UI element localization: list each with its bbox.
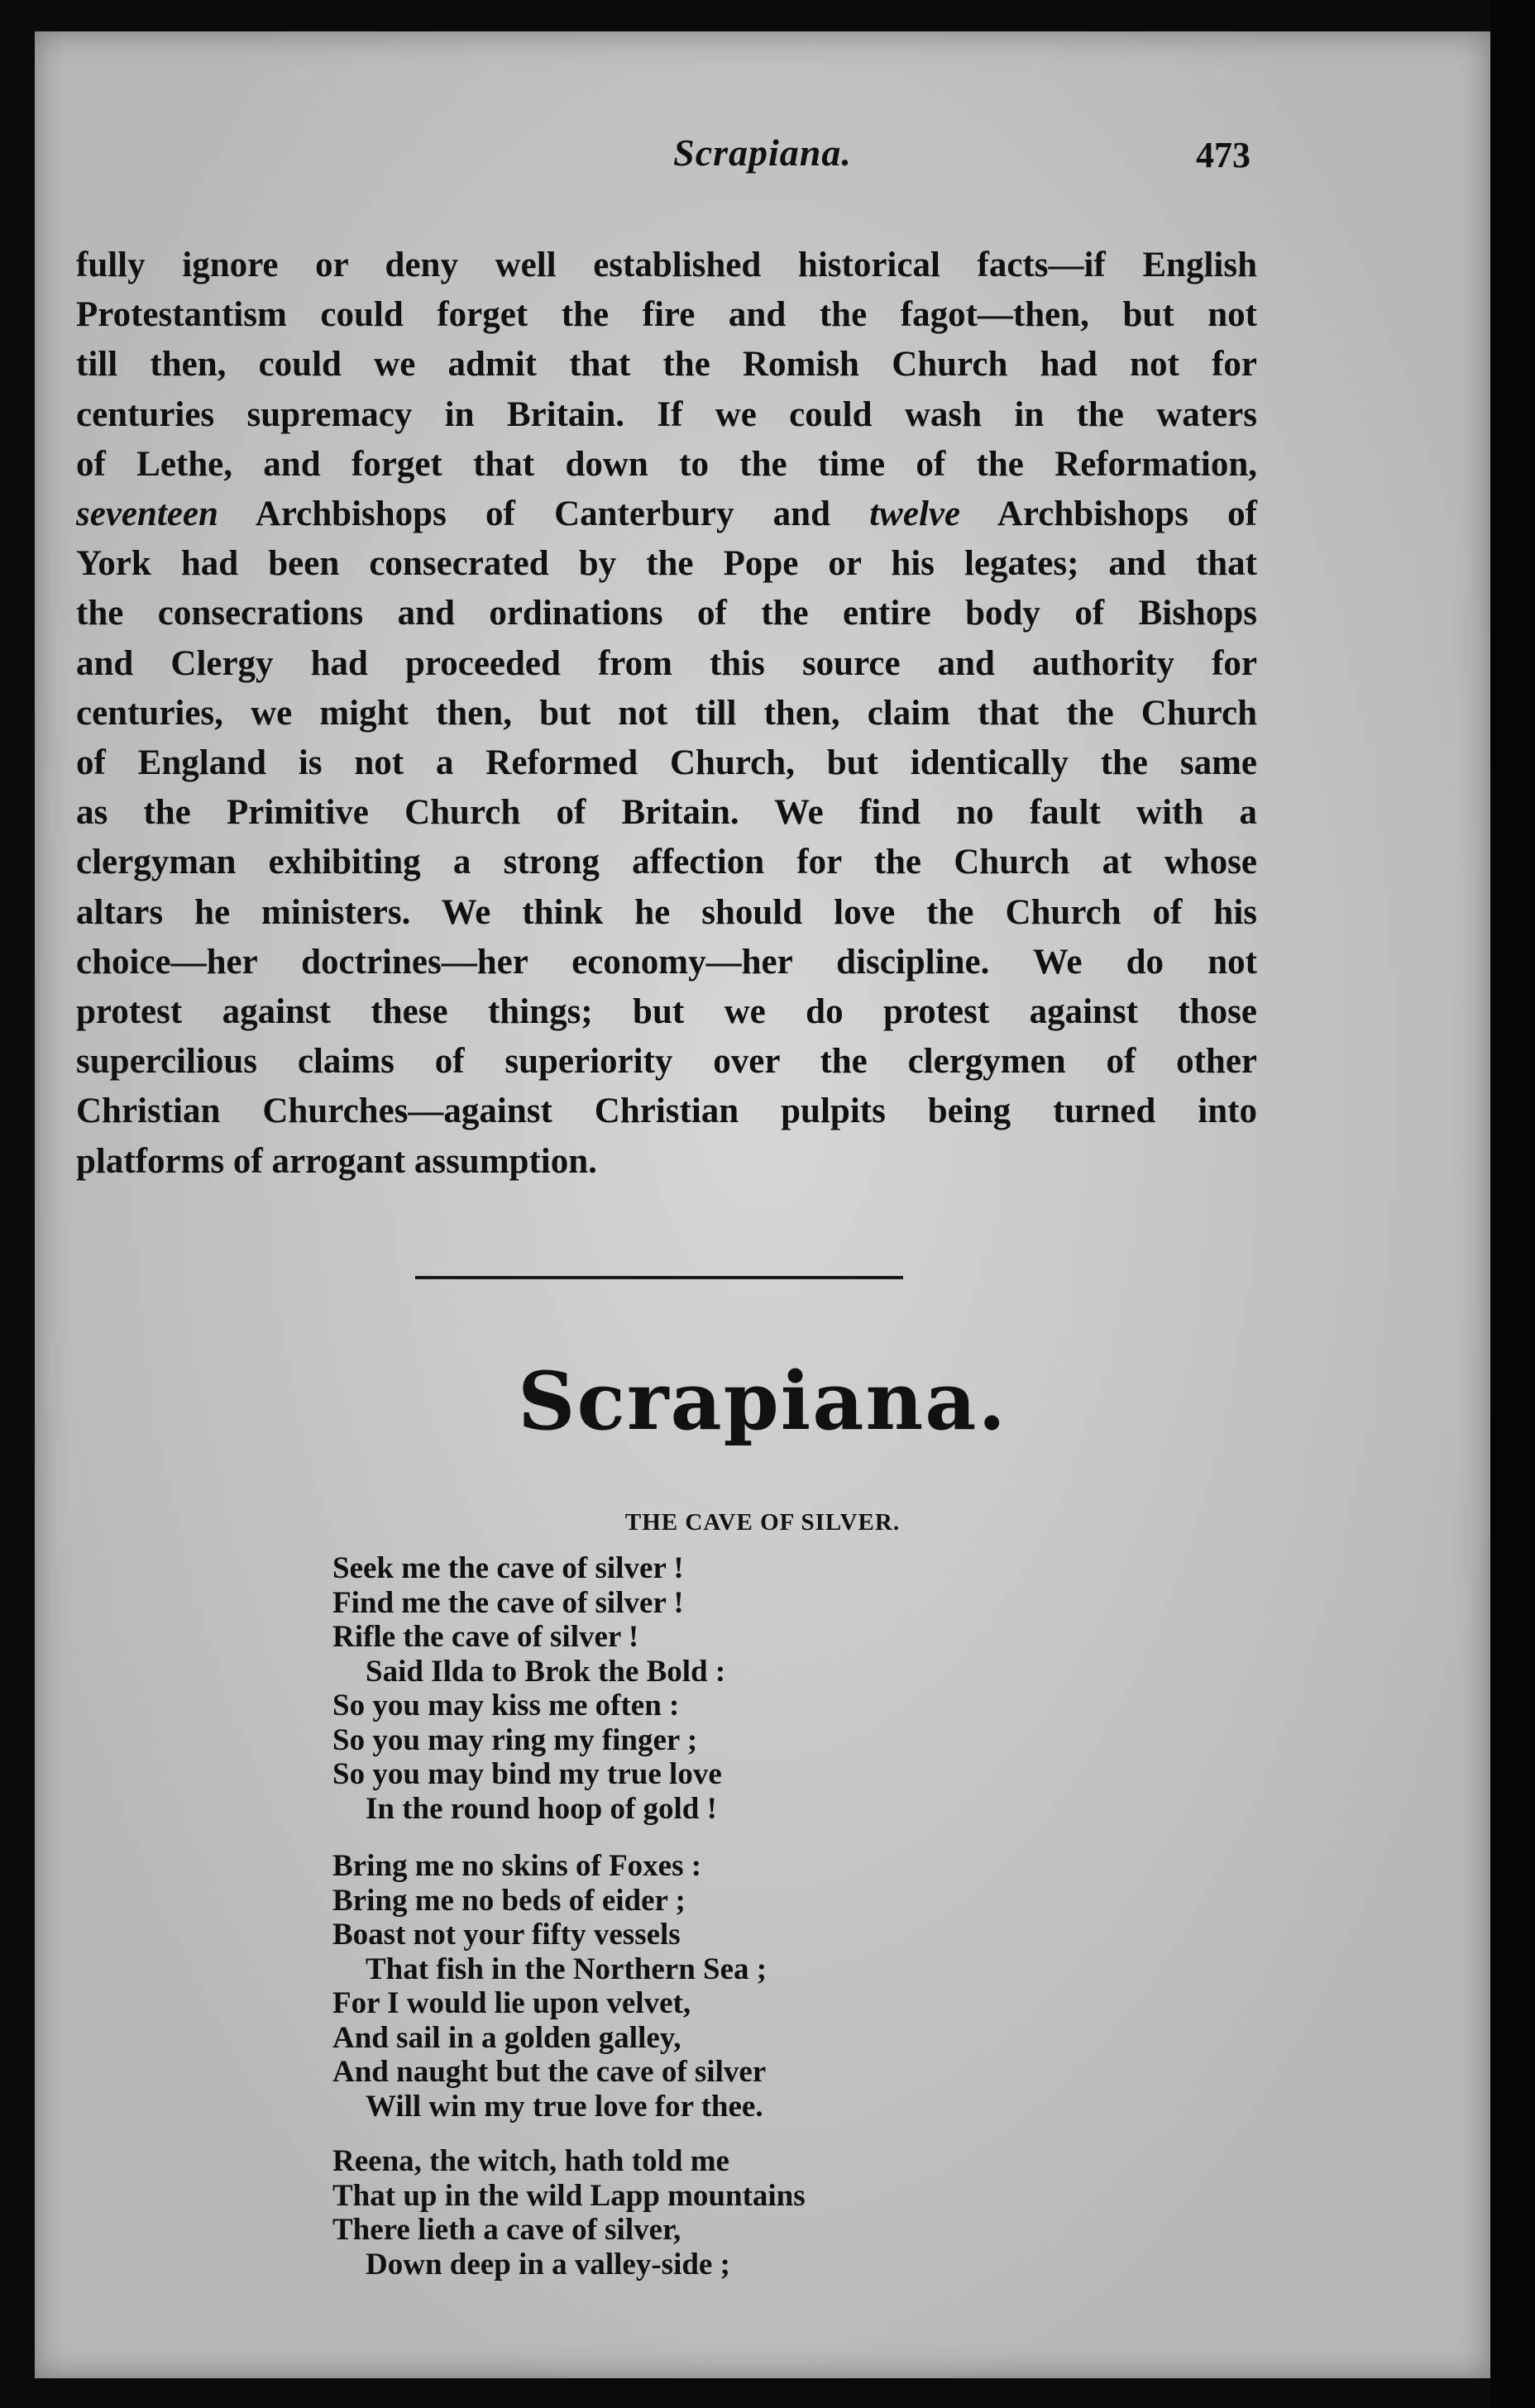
verse-line: Down deep in a valley-side ; [366,2247,730,2281]
running-head-title: Scrapiana. [673,131,852,174]
verse-line: So you may ring my finger ; [332,1722,698,1757]
italic-word: seventeen [76,494,218,534]
film-edge [1490,0,1535,2408]
body-line: of England is not a Reformed Church, but identically the same [76,743,1257,783]
body-line: protest against these things; but we do protest against those [76,992,1257,1032]
section-title: Scrapiana. [518,1354,1007,1448]
running-head [35,131,1490,197]
verse-line: That fish in the Northern Sea ; [366,1952,768,1986]
italic-word: twelve [869,494,961,534]
verse-line: In the round hoop of gold ! [366,1791,717,1826]
verse-line: That up in the wild Lapp mountains [332,2178,806,2213]
poem-stanza [332,1849,767,2124]
verse-line: Seek me the cave of silver ! [332,1551,684,1585]
body-line: till then, could we admit that the Romish Church had not for [76,345,1257,385]
poem-stanza [332,2144,806,2281]
verse-line: And naught but the cave of silver [332,2055,767,2089]
section-divider [415,1276,903,1279]
verse-line: Will win my true love for thee. [366,2089,763,2124]
body-line: Christian Churches—against Christian pulpits being turned into [76,1092,1257,1131]
body-line: choice—her doctrines—her economy—her discipline. We do not [76,942,1257,982]
verse-line: And sail in a golden galley, [332,2020,681,2055]
body-line: centuries supremacy in Britain. If we could wash in the waters [76,394,1257,434]
verse-line: There lieth a cave of silver, [332,2213,681,2247]
verse-line: Rifle the cave of silver ! [332,1620,639,1654]
verse-line: Bring me no beds of eider ; [332,1883,686,1918]
poem-title: THE CAVE OF SILVER. [624,1509,901,1536]
verse-line: Boast not your fifty vessels [332,1918,681,1952]
body-line: as the Primitive Church of Britain. We find no fault with a [76,793,1257,833]
book-page [35,31,1490,2378]
body-line: the consecrations and ordinations of the entire body of Bishops [76,594,1257,633]
poem-stanza [332,1551,725,1826]
body-line: altars he ministers. We think he should love the Church of his [76,892,1257,932]
body-line: fully ignore or deny well established historical facts—if English [76,246,1257,284]
body-line: of Lethe, and forget that down to the time of the Reformation, [76,444,1257,484]
verse-line: Said Ilda to Brok the Bold : [366,1654,726,1689]
page-number: 473 [1196,135,1250,175]
body-line-with-italics: seventeen Archbishops of Canterbury and twelve Archbishops of [76,494,1257,534]
verse-line: So you may kiss me often : [332,1689,680,1722]
verse-line: Reena, the witch, hath told me [332,2144,729,2178]
verse-line: Bring me no skins of Foxes : [332,1849,702,1883]
body-line: York had been consecrated by the Pope or his legates; and that [76,544,1257,584]
verse-line: Find me the cave of silver ! [332,1585,684,1620]
body-line: centuries, we might then, but not till then, claim that the Church [76,693,1257,733]
body-line: supercilious claims of superiority over the clergymen of other [76,1042,1257,1082]
body-line: Protestantism could forget the fire and the fagot—then, but not [76,295,1257,335]
body-paragraph [76,241,1257,1187]
body-line: platforms of arrogant assumption. [76,1141,597,1181]
body-line: clergyman exhibiting a strong affection for the Church at whose [76,843,1257,882]
body-line: and Clergy had proceeded from this source and authority for [76,643,1257,683]
verse-line: So you may bind my true love [332,1757,722,1791]
verse-line: For I would lie upon velvet, [332,1986,691,2020]
